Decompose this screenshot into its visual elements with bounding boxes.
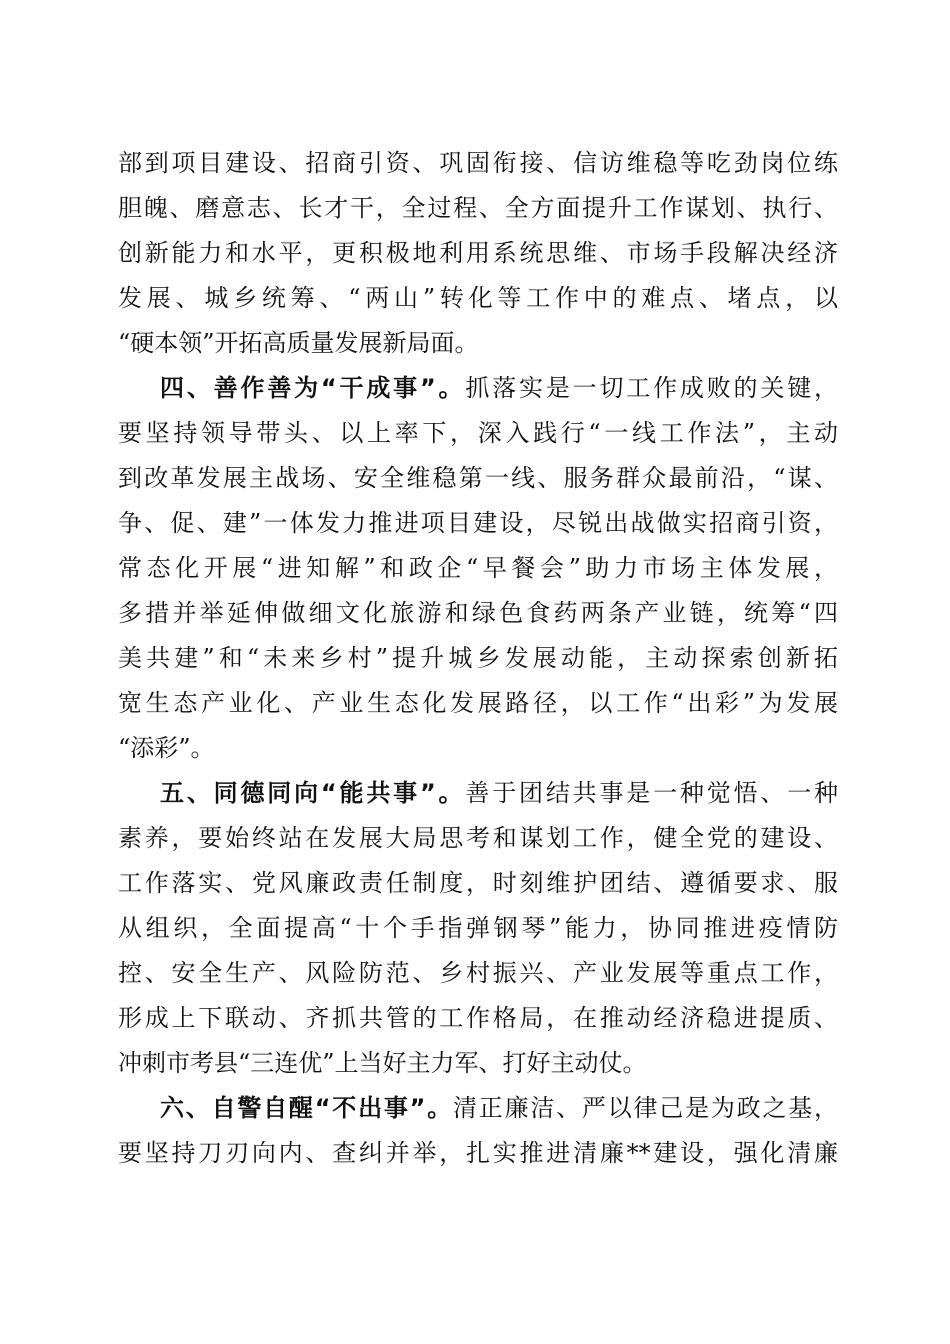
body-line: 部到项目建设、招商引资、巩固衔接、信访维稳等吃劲岗位练 bbox=[118, 149, 838, 177]
section-heading: 五、同德同向“能共事”。 bbox=[160, 779, 466, 807]
body-line: 多措并举延伸做细文化旅游和绿色食药两条产业链，统筹“四 bbox=[118, 599, 838, 627]
body-line: “硬本领”开拓高质量发展新局面。 bbox=[118, 329, 479, 357]
body-line: 创新能力和水平，更积极地利用系统思维、市场手段解决经济 bbox=[118, 239, 838, 267]
body-line: 争、促、建”一体发力推进项目建设，尽锐出战做实招商引资， bbox=[118, 509, 838, 537]
body-line: “添彩”。 bbox=[118, 734, 215, 762]
section-text: 抓落实是一切工作成败的关键， bbox=[465, 374, 839, 402]
body-line: 要坚持刀刃向内、查纠并举，扎实推进清廉**建设，强化清廉 bbox=[118, 1139, 838, 1167]
section-6-first-line bbox=[160, 1088, 838, 1128]
body-line: 工作落实、党风廉政责任制度，时刻维护团结、遵循要求、服 bbox=[118, 869, 838, 897]
section-heading: 六、自警自醒“不出事”。 bbox=[160, 1094, 453, 1122]
body-line: 发展、城乡统筹、“两山”转化等工作中的难点、堵点，以 bbox=[118, 284, 838, 312]
body-line: 从组织，全面提高“十个手指弹钢琴”能力，协同推进疫情防 bbox=[118, 914, 838, 942]
body-line: 宽生态产业化、产业生态化发展路径，以工作“出彩”为发展 bbox=[118, 689, 838, 717]
section-text: 清正廉洁、严以律己是为政之基， bbox=[453, 1094, 839, 1122]
section-text: 善于团结共事是一种觉悟、一种 bbox=[465, 779, 839, 807]
body-line: 要坚持领导带头、以上率下，深入践行“一线工作法”，主动 bbox=[118, 419, 838, 447]
body-line: 冲刺市考县“三连优”上当好主力军、打好主动仗。 bbox=[118, 1049, 647, 1077]
section-5-first-line bbox=[160, 773, 838, 813]
body-line: 常态化开展“进知解”和政企“早餐会”助力市场主体发展， bbox=[118, 554, 838, 582]
body-line: 到改革发展主战场、安全维稳第一线、服务群众最前沿，“谋、 bbox=[118, 464, 838, 492]
body-line: 胆魄、磨意志、长才干，全过程、全方面提升工作谋划、执行、 bbox=[118, 194, 838, 222]
section-4-first-line bbox=[160, 368, 838, 408]
body-line: 美共建”和“未来乡村”提升城乡发展动能，主动探索创新拓 bbox=[118, 644, 838, 672]
body-line: 形成上下联动、齐抓共管的工作格局，在推动经济稳进提质、 bbox=[118, 1004, 838, 1032]
section-heading: 四、善作善为“干成事”。 bbox=[160, 374, 466, 402]
body-line: 素养，要始终站在发展大局思考和谋划工作，健全党的建设、 bbox=[118, 824, 838, 852]
body-line: 控、安全生产、风险防范、乡村振兴、产业发展等重点工作， bbox=[118, 959, 838, 987]
